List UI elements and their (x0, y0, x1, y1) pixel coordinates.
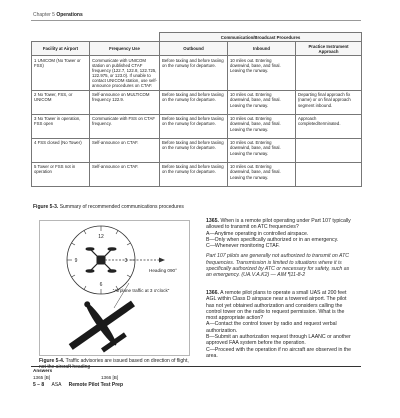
table-cell: Approach completed/terminated. (296, 114, 362, 138)
table-group-header-row (32, 33, 362, 42)
table-cell: 10 miles out. Entering downwind, base, and final. Leaving the runway. (228, 162, 296, 186)
header-rule (31, 20, 361, 21)
answer-option: C—Proceed with the operation if no aircraft are observed in the area. (206, 346, 352, 359)
heading-label: Heading 090° (149, 268, 177, 273)
table-cell: Self-announce on MULTICOM frequency 122.9. (90, 90, 160, 114)
table-cell: 4 FSS closed (No Tower) (32, 138, 90, 162)
figure-caption-text: Summary of recommended communications procedures (59, 204, 184, 210)
communications-table (31, 32, 362, 187)
table-cell: 5 Tower or FSS not in operation (32, 162, 90, 186)
figure-5-4-caption (39, 358, 189, 370)
clock-3: 3 (124, 258, 128, 264)
answer-option: B—Submit an authorization request through LAANC or another approved FAA system before the operation. (206, 334, 351, 347)
clock-9: 9 (74, 258, 78, 264)
figure-label: Figure 5-3. (33, 204, 59, 210)
table-cell: Before taxiing and before taxiing on the runway for departure. (160, 90, 228, 114)
column-header: Facility at Airport (32, 42, 90, 56)
table-row (32, 90, 362, 114)
answer-option: C—Whenever monitoring CTAF. (206, 243, 280, 250)
figure-caption-text: Traffic advisories are issued based on direction of flight, not the aircraft heading (39, 358, 189, 370)
table-cell: 10 miles out. Entering downwind, base, and final. Leaving the runway. (228, 138, 296, 162)
table-cell: Before taxiing and before taxiing on the runway for departure. (160, 114, 228, 138)
column-header: Outbound (160, 42, 228, 56)
question-number: 1365. (206, 218, 219, 224)
drone-icon (86, 248, 116, 272)
question-1365 (206, 218, 356, 279)
table-cell (296, 162, 362, 186)
heading-arrow-icon (159, 258, 165, 263)
clock-12: 12 (98, 234, 104, 240)
table-cell: 10 miles out. Entering downwind, base, and final. Leaving the runway. (228, 90, 296, 114)
table-row (32, 56, 362, 91)
table-cell: Departing final approach fix (name) or on final approach segment inbound. (296, 90, 362, 114)
question-stem: When is a remote pilot operating under Part 107 typically allowed to transmit on ATC frequencies? (206, 218, 351, 231)
answers-title: Answers (33, 368, 53, 373)
question-1366 (206, 290, 356, 359)
figure-5-4-drawing (39, 220, 199, 356)
figure-5-3-caption (33, 204, 353, 210)
table-cell: 10 miles out. Entering downwind, base, and final. Leaving the runway. (228, 114, 296, 138)
book-page (31, 12, 361, 388)
figure-label: Figure 5-4. (39, 358, 65, 364)
table-cell: Self-announce on CTAF. (90, 162, 160, 186)
table-cell: 10 miles out. Entering downwind, base, and final. Leaving the runway. (228, 56, 296, 91)
question-explanation: Part 107 pilots are generally not authorized to transmit on ATC frequencies. Transmission is limited to situations where it is specifically authorized by ATC or necessary for safety, such as an emergency. (UA.V.A.K2) — AIM ¶11-8-2 (206, 253, 350, 279)
column-header: Practice Instrument Approach (296, 42, 362, 56)
table-cell (296, 56, 362, 91)
figure-5-4 (39, 220, 199, 418)
table-row (32, 138, 362, 162)
table-cell: Self-announce on CTAF. (90, 138, 160, 162)
column-header: Frequency Use (90, 42, 160, 56)
answer-option: A—Contact the control tower by radio and request verbal authorization. (206, 321, 337, 334)
question-number: 1366. (206, 290, 219, 296)
page-number: 5 – 8 (33, 382, 45, 388)
table-cell: Before taxiing and before taxiing on the runway for departure. (160, 56, 228, 91)
answer-option: A—Anytime operating in controlled airspace. (206, 230, 309, 237)
answer-item: 1366 [B] (101, 375, 119, 380)
table-cell: 1 UNICOM (No Tower or FSS) (32, 56, 90, 91)
chapter-number: Chapter 5 (33, 12, 55, 18)
book-title: Remote Pilot Test Prep (68, 382, 124, 388)
table-row (32, 114, 362, 138)
clock-6: 6 (99, 282, 103, 288)
publisher: ASA (51, 382, 62, 388)
table-cell: Communicate with FSS on CTAF frequency. (90, 114, 160, 138)
table-cell: Before taxiing and before taxiing on the runway for departure. (160, 162, 228, 186)
chapter-title: Operations (56, 12, 83, 18)
table-cell: 3 No Tower in operation, FSS open (32, 114, 90, 138)
answers-rule (31, 366, 361, 367)
page-footer (33, 382, 123, 388)
answer-item: 1365 [B] (33, 375, 51, 380)
table-header-row (32, 42, 362, 56)
group-header: Communication/Broadcast Procedures (160, 33, 362, 42)
column-header: Inbound (228, 42, 296, 56)
answer-option: B—Only when specifically authorized or in an emergency. (206, 236, 339, 243)
table-cell: 2 No Tower, FSS, or UNICOM (32, 90, 90, 114)
table-row (32, 162, 362, 186)
table-cell: Communicate with UNICOM station on published CTAF frequency (122.7, 122.8, 122.725, 122.975, or 123.0). If unable to contact UNICOM station, use self-announce procedures on CTAF. (90, 56, 160, 91)
question-stem: A remote pilot plans to operate a small UAS at 200 feet AGL within Class D airspace near a towered airport. The pilot has not yet obtained authorization and considers calling the control tower on the radio to request permission. What is the most appropriate action? (206, 290, 347, 322)
table-cell: Before taxiing and before taxiing on the runway for departure. (160, 138, 228, 162)
table-cell (296, 138, 362, 162)
traffic-label: “Airplane traffic at 3 o’clock” (112, 288, 170, 293)
